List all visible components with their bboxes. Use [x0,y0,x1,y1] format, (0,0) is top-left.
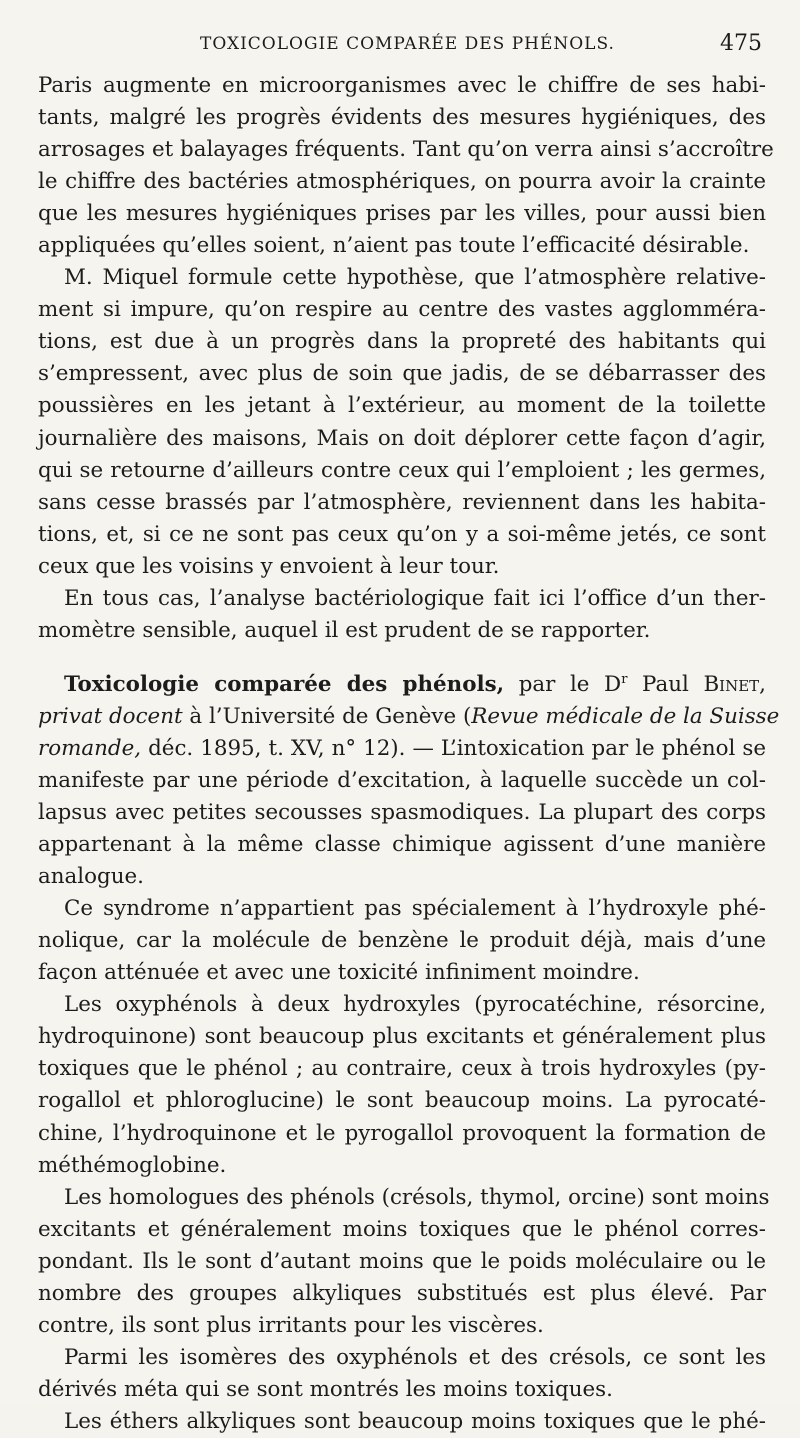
page-header [0,31,800,64]
text-line: En tous cas, l’analyse bactériologique fait ici l’office d’un ther- [64,585,766,611]
text-line: poussières en les jetant à l’extérieur, au moment de la toilette [38,393,766,419]
text-line: hydroquinone) sont beaucoup plus excitants et généralement plus [38,1024,766,1050]
text-line: excitants et généralement moins toxiques que le phénol corres- [38,1216,766,1242]
text-line: pondant. Ils le sont d’autant moins que le poids moléculaire ou le [38,1248,766,1274]
text-line: sans cesse brassés par l’atmosphère, reviennent dans les habita- [38,489,766,515]
text-line: contre, ils sont plus irritants pour les viscères. [38,1312,544,1338]
text-line: que les mesures hygiéniques prises par les villes, pour aussi bien [38,201,766,227]
text-line: lapsus avec petites secousses spasmodiques. La plupart des corps [38,800,766,826]
text-line: s’empressent, avec plus de soin que jadis, de se débarrasser des [38,361,766,387]
affiliation: à l’Université de Genève ( [189,703,472,729]
section-gap [38,647,766,669]
text-line: tions, est due à un progrès dans la propreté des habitants qui [38,329,766,355]
body-text [38,70,780,1438]
journal-name: Revue médicale de la Suisse [471,703,780,729]
text-line: Les éthers alkyliques sont beaucoup moins toxiques que le phé- [64,1408,766,1434]
article-title: Toxicologie comparée des phénols, [64,671,505,697]
text-line: rogallol et phloroglucine) le sont beaucoup moins. La pyrocaté- [38,1088,766,1114]
text-line: ment si impure, qu’on respire au centre des vastes agglomméra- [38,297,766,323]
page-number: 475 [720,31,762,56]
text-line: momètre sensible, auquel il est prudent de se rapporter. [38,617,651,643]
text-line: Les oxyphénols à deux hydroxyles (pyrocatéchine, résorcine, [64,992,766,1018]
text-line: manifeste par une période d’excitation, à laquelle succède un col- [38,767,766,793]
text-line: dérivés méta qui se sont montrés les moins toxiques. [38,1376,613,1402]
text-line: façon atténuée et avec une toxicité infiniment moindre. [38,960,640,986]
text-line: tions, et, si ce ne sont pas ceux qu’on y a soi-même jetés, ce sont [38,521,766,547]
author-first-name: Paul [642,671,689,697]
text-line: Les homologues des phénols (crésols, thymol, orcine) sont moins [64,1184,770,1210]
author-title: privat docent [38,703,183,729]
article-heading-line [38,669,766,701]
byline-prefix: par le D [518,671,622,697]
text-line: journalière des maisons, Mais on doit déplorer cette façon d’agir, [38,425,766,451]
text-line: appartenant à la même classe chimique agissent d’une manière [38,832,766,858]
text-line: Parmi les isomères des oxyphénols et des crésols, ce sont les [64,1344,766,1370]
text-line: nolique, car la molécule de benzène le produit déjà, mais d’une [38,928,766,954]
author-last-name: Binet, [703,671,766,697]
text-line: tants, malgré les progrès évidents des mesures hygiéniques, des [38,105,766,131]
text-line: Ce syndrome n’appartient pas spécialement à l’hydroxyle phé- [64,896,766,922]
text-line: Paris augmente en microorganismes avec le chiffre de ses habi- [38,73,766,98]
text-line: chine, l’hydroquinone et le pyrogallol provoquent la formation de [38,1120,766,1146]
citation-rest: déc. 1895, t. XV, n° 12). — L’intoxication par le phénol se [148,735,766,761]
article-affiliation-line [38,701,780,733]
text-line: analogue. [38,864,144,890]
text-line: nombre des groupes alkyliques substitués est plus élevé. Par [38,1280,766,1306]
byline-sup: r [621,671,628,687]
text-line: toxiques que le phénol ; au contraire, ceux à trois hydroxyles (py- [38,1056,766,1082]
article-citation-line [38,733,766,765]
text-line: ceux que les voisins y envoient à leur tour. [38,553,500,579]
text-line: M. Miquel formule cette hypothèse, que l’atmosphère relative- [64,265,766,291]
text-line: arrosages et balayages fréquents. Tant qu’on verra ainsi s’accroître [38,137,774,163]
text-line: le chiffre des bactéries atmosphériques, on pourra avoir la crainte [38,169,766,195]
journal-name-end: romande, [38,735,142,761]
text-line: qui se retourne d’ailleurs contre ceux qui l’emploient ; les germes, [38,457,766,483]
running-title: TOXICOLOGIE COMPARÉE DES PHÉNOLS. [200,34,615,54]
text-line: appliquées qu’elles soient, n’aient pas toute l’efficacité désirable. [38,233,750,259]
text-line: méthémoglobine. [38,1152,227,1178]
